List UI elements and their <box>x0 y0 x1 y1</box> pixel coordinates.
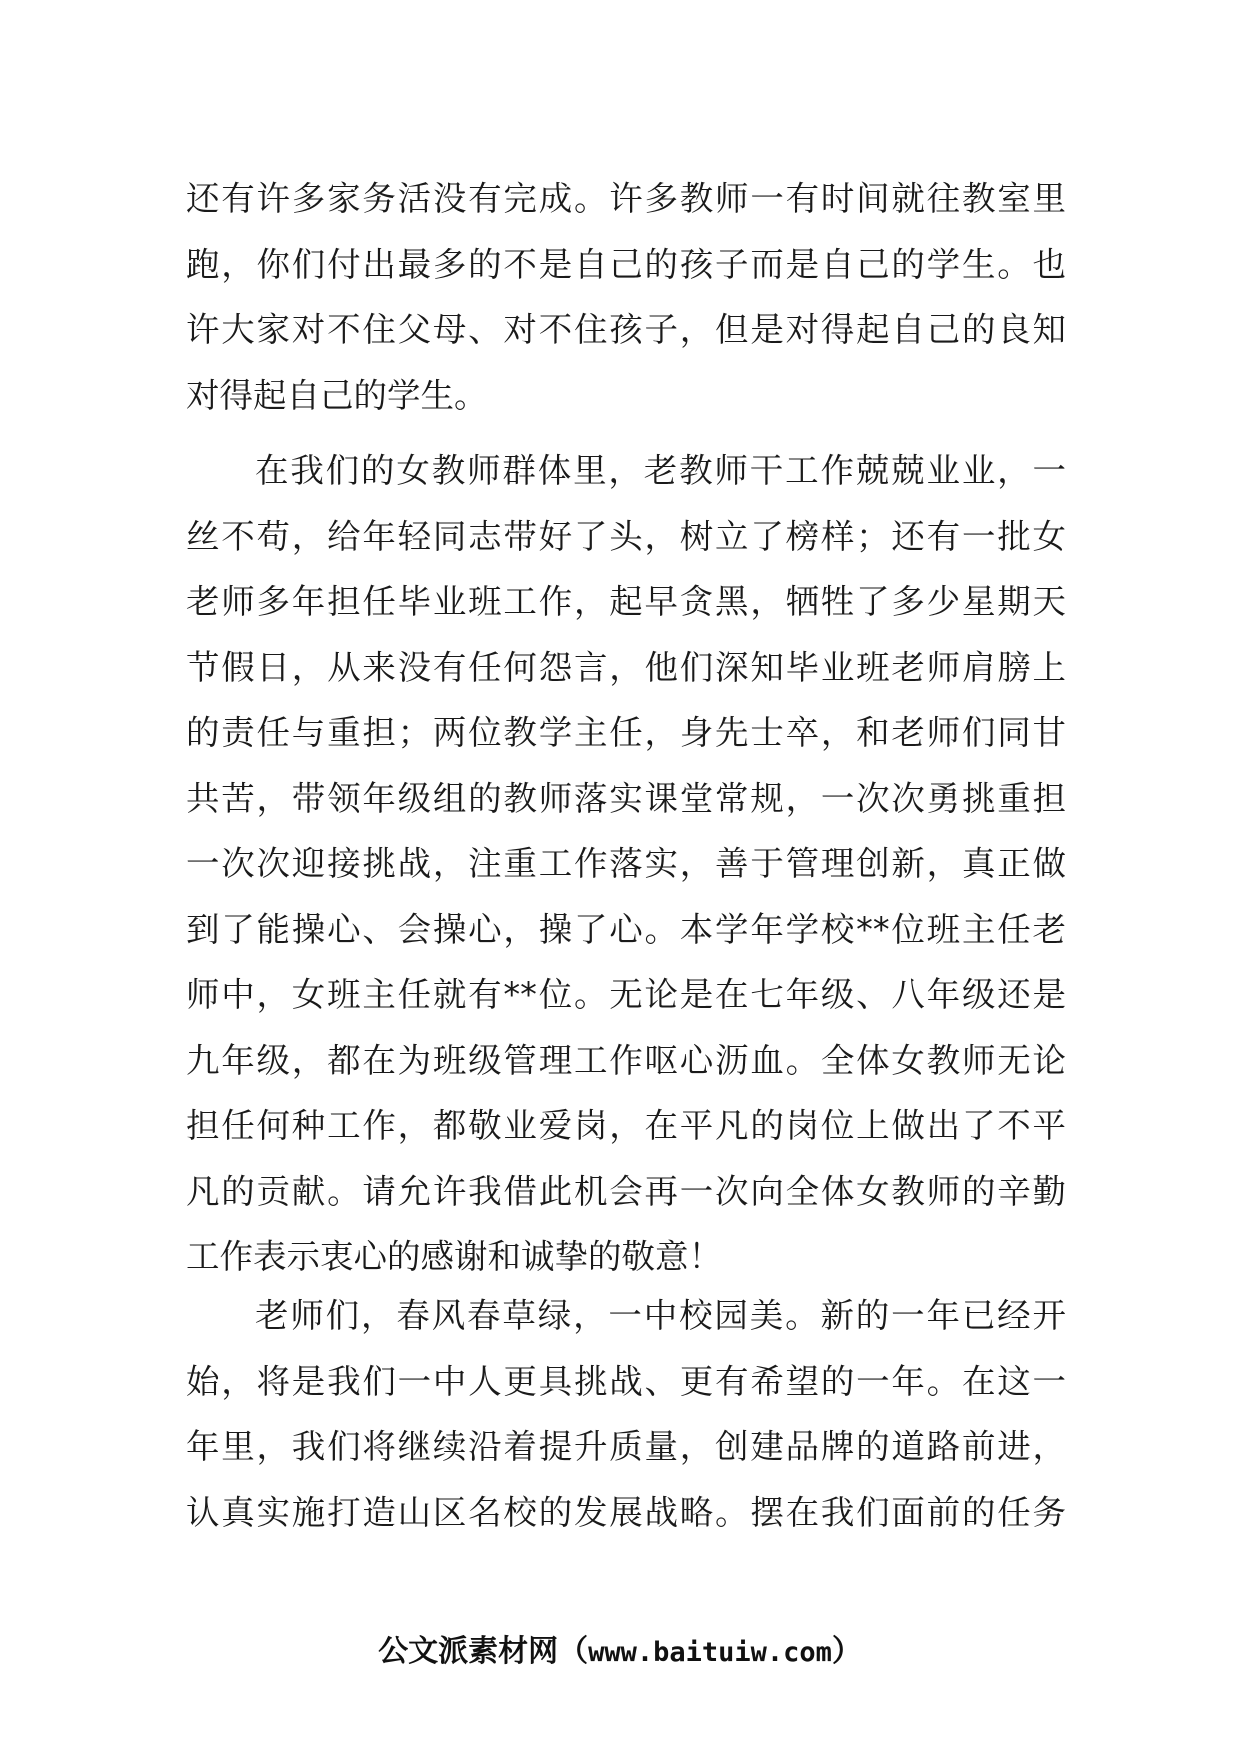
footer-site-name: 公文派素材网 <box>378 1634 559 1669</box>
paragraph-line: 许大家对不住父母、对不住孩子，但是对得起自己的良知 <box>186 310 1066 349</box>
paragraph-line: 到了能操心、会操心，操了心。本学年学校**位班主任老 <box>186 909 1066 949</box>
paragraph-3 <box>186 1283 1066 1545</box>
paragraph-line: 老师们，春风春草绿，一中校园美。新的一年已经开 <box>255 1296 1066 1335</box>
paragraph-line: 九年级，都在为班级管理工作呕心沥血。全体女教师无论 <box>186 1040 1066 1080</box>
paragraph-line: 跑，你们付出最多的不是自己的孩子而是自己的学生。也 <box>186 244 1066 284</box>
paragraph-1 <box>186 166 1066 428</box>
paragraph-line: 凡的贡献。请允许我借此机会再一次向全体女教师的辛勤 <box>186 1171 1066 1211</box>
paragraph-line: 认真实施打造山区名校的发展战略。摆在我们面前的任务 <box>186 1492 1066 1532</box>
paragraph-line: 共苦，带领年级组的教师落实课堂常规，一次次勇挑重担 <box>186 778 1066 818</box>
paragraph-2 <box>186 438 1066 1290</box>
paragraph-line: 还有许多家务活没有完成。许多教师一有时间就往教室里 <box>186 179 1066 218</box>
footer-close-paren: ） <box>831 1634 862 1669</box>
paragraph-line: 工作表示衷心的感谢和诚挚的敬意！ <box>186 1237 722 1276</box>
paragraph-line: 丝不苟，给年轻同志带好了头，树立了榜样；还有一批女 <box>186 516 1066 556</box>
paragraph-line: 对得起自己的学生。 <box>186 375 488 415</box>
paragraph-line: 老师多年担任毕业班工作，起早贪黑，牺牲了多少星期天 <box>186 582 1066 621</box>
footer-open-paren: （ <box>558 1634 589 1669</box>
paragraph-line: 始，将是我们一中人更具挑战、更有希望的一年。在这一 <box>186 1361 1066 1401</box>
paragraph-line: 的责任与重担；两位教学主任，身先士卒，和老师们同甘 <box>186 713 1066 752</box>
paragraph-line: 节假日，从来没有任何怨言，他们深知毕业班老师肩膀上 <box>186 647 1066 687</box>
paragraph-line: 一次次迎接挑战，注重工作落实，善于管理创新，真正做 <box>186 844 1066 883</box>
footer-url-link[interactable]: www.baituiw.com <box>588 1637 832 1668</box>
paragraph-line: 担任何种工作，都敬业爱岗，在平凡的岗位上做出了不平 <box>186 1106 1066 1145</box>
paragraph-line: 在我们的女教师群体里，老教师干工作兢兢业业，一 <box>255 451 1066 490</box>
paragraph-line: 年里，我们将继续沿着提升质量，创建品牌的道路前进， <box>186 1427 1066 1466</box>
paragraph-line: 师中，女班主任就有**位。无论是在七年级、八年级还是 <box>186 975 1066 1014</box>
page-footer <box>0 1628 1240 1676</box>
